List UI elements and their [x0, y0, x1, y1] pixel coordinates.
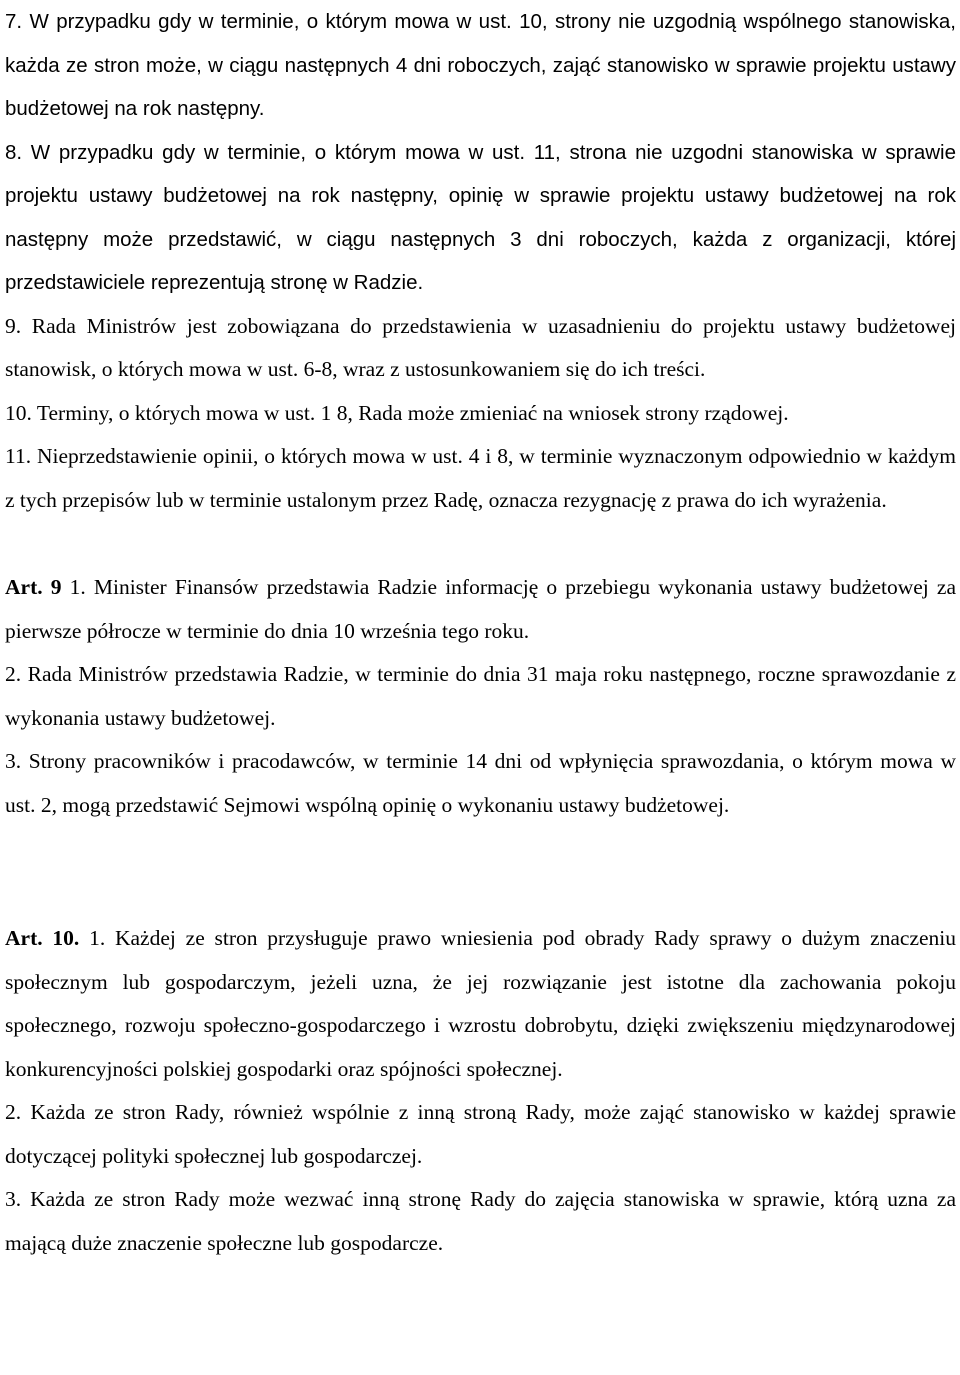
document-page — [5, 0, 956, 1265]
article-9-paragraph-2: 2. Rada Ministrów przedstawia Radzie, w terminie do dnia 31 maja roku następnego, roczne sprawozdanie z wykonania ustawy budżetowej. — [5, 662, 956, 730]
article-10-text-1: 1. Każdej ze stron przysługuje prawo wniesienia pod obrady Rady sprawy o dużym znaczeniu społecznym lub gospodarczym, jeżeli uzna, że jej rozwiązanie jest istotne dla zachowania pokoju społecznego, rozwoju społeczno-gospodarczego i wzrostu dobrobytu, dzięki zwiększeniu międzynarodowej konkurencyjności polskiej gospodarki oraz spójności społecznej. — [5, 926, 957, 1081]
paragraph-8: 8. W przypadku gdy w terminie, o którym mowa w ust. 11, strona nie uzgodni stanowiska w sprawie projektu ustawy budżetowej na rok następny, opinię w sprawie projektu ustawy budżetowej na rok następny może przedstawić, w ciągu następnych 3 dni roboczych, każda z organizacji, której przedstawiciele reprezentują stronę w Radzie. — [5, 140, 956, 294]
article-9-paragraph-3: 3. Strony pracowników i pracodawców, w terminie 14 dni od wpłynięcia sprawozdania, o którym mowa w ust. 2, mogą przedstawić Sejmowi wspólną opinię o wykonaniu ustawy budżetowej. — [5, 749, 956, 817]
section-spacer — [5, 827, 956, 917]
paragraph-11: 11. Nieprzedstawienie opinii, o których mowa w ust. 4 i 8, w terminie wyznaczonym odpowiednio w każdym z tych przepisów lub w terminie ustalonym przez Radę, oznacza rezygnację z prawa do ich wyrażenia. — [5, 444, 956, 512]
article-10-paragraph-1 — [5, 917, 956, 1091]
article-10-heading: Art. 10. — [5, 926, 80, 950]
article-9-text-1: 1. Minister Finansów przedstawia Radzie informację o przebiegu wykonania ustawy budżetowej za pierwsze półrocze w terminie do dnia 10 września tego roku. — [5, 575, 956, 643]
paragraph-9: 9. Rada Ministrów jest zobowiązana do przedstawienia w uzasadnieniu do projektu ustawy budżetowej stanowisk, o których mowa w ust. 6-8, wraz z ustosunkowaniem się do ich treści. — [5, 313, 956, 381]
article-10-paragraph-2: 2. Każda ze stron Rady, również wspólnie z inną stroną Rady, może zająć stanowisko w każdej sprawie dotyczącej polityki społecznej lub gospodarczej. — [5, 1100, 956, 1168]
section-spacer — [5, 522, 956, 566]
article-10-paragraph-3: 3. Każda ze stron Rady może wezwać inną stronę Rady do zajęcia stanowiska w sprawie, którą uzna za mającą duże znaczenie społeczne lub gospodarcze. — [5, 1187, 956, 1255]
paragraph-10: 10. Terminy, o których mowa w ust. 1 8, Rada może zmieniać na wniosek strony rządowej. — [5, 400, 789, 425]
article-9-paragraph-1 — [5, 566, 956, 653]
paragraph-7: 7. W przypadku gdy w terminie, o którym mowa w ust. 10, strony nie uzgodnią wspólnego stanowiska, każda ze stron może, w ciągu następnych 4 dni roboczych, zająć stanowisko w sprawie projektu ustawy budżetowej na rok następny. — [5, 10, 956, 120]
article-9-heading: Art. 9 — [5, 575, 62, 599]
